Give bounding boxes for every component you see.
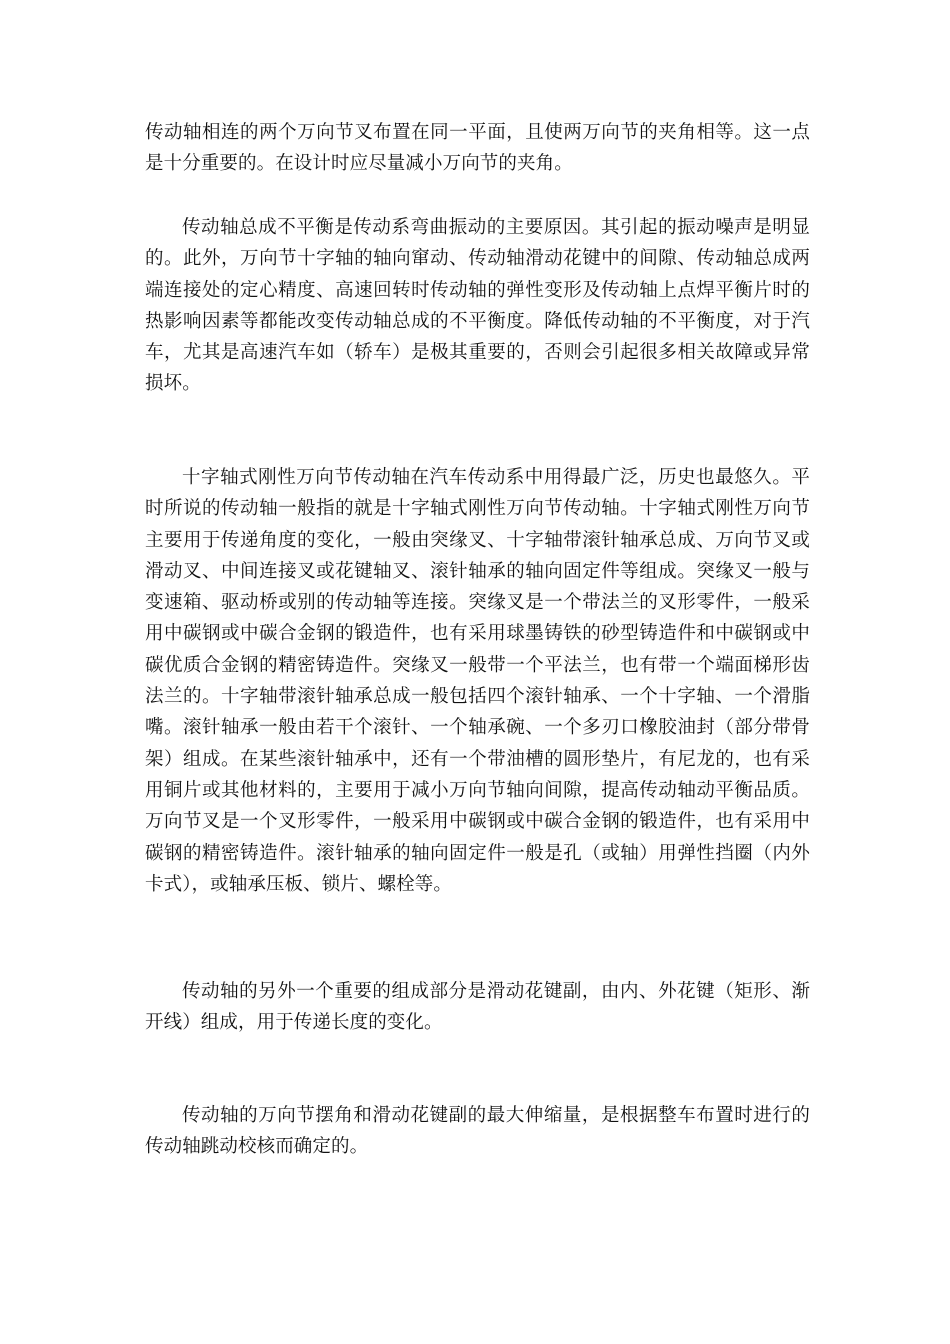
paragraph-continuation: 传动轴相连的两个万向节叉布置在同一平面，且使两万向节的夹角相等。这一点是十分重要的。在设计时应尽量减小万向节的夹角。 (145, 122, 810, 175)
paragraph-imbalance: 传动轴总成不平衡是传动系弯曲振动的主要原因。其引起的振动噪声是明显的。此外，万向节十字轴的轴向窜动、传动轴滑动花键中的间隙、传动轴总成两端连接处的定心精度、高速回转时传动轴的弹性变形及传动轴上点焊平衡片时的热影响因素等都能改变传动轴总成的不平衡度。降低传动轴的不平衡度，对于汽车，尤其是高速汽车如（轿车）是极其重要的，否则会引起很多相关故障或异常损坏。 (145, 217, 810, 395)
paragraph-cross-axis-joint: 十字轴式刚性万向节传动轴在汽车传动系中用得最广泛，历史也最悠久。平时所说的传动轴一般指的就是十字轴式刚性万向节传动轴。十字轴式刚性万向节主要用于传递角度的变化，一般由突缘叉、十字轴带滚针轴承总成、万向节叉或滑动叉、中间连接叉或花键轴叉、滚针轴承的轴向固定件等组成。突缘叉一般与变速箱、驱动桥或别的传动轴等连接。突缘叉是一个带法兰的叉形零件，一般采用中碳钢或中碳合金钢的锻造件，也有采用球墨铸铁的砂型铸造件和中碳钢或中碳优质合金钢的精密铸造件。突缘叉一般带一个平法兰，也有带一个端面梯形齿法兰的。十字轴带滚针轴承总成一般包括四个滚针轴承、一个十字轴、一个滑脂嘴。滚针轴承一般由若干个滚针、一个轴承碗、一个多刃口橡胶油封（部分带骨架）组成。在某些滚针轴承中，还有一个带油槽的圆形垫片，有尼龙的，也有采用铜片或其他材料的，主要用于减小万向节轴向间隙，提高传动轴动平衡品质。万向节叉是一个叉形零件，一般采用中碳钢或中碳合金钢的锻造件，也有采用中碳钢的精密铸造件。滚针轴承的轴向固定件一般是孔（或轴）用弹性挡圈（内外卡式），或轴承压板、锁片、螺栓等。 (145, 467, 810, 895)
paragraph-spline: 传动轴的另外一个重要的组成部分是滑动花键副，由内、外花键（矩形、渐开线）组成，用于传递长度的变化。 (145, 981, 810, 1034)
paragraph-swing-angle: 传动轴的万向节摆角和滑动花键副的最大伸缩量，是根据整车布置时进行的传动轴跳动校核而确定的。 (145, 1105, 810, 1158)
